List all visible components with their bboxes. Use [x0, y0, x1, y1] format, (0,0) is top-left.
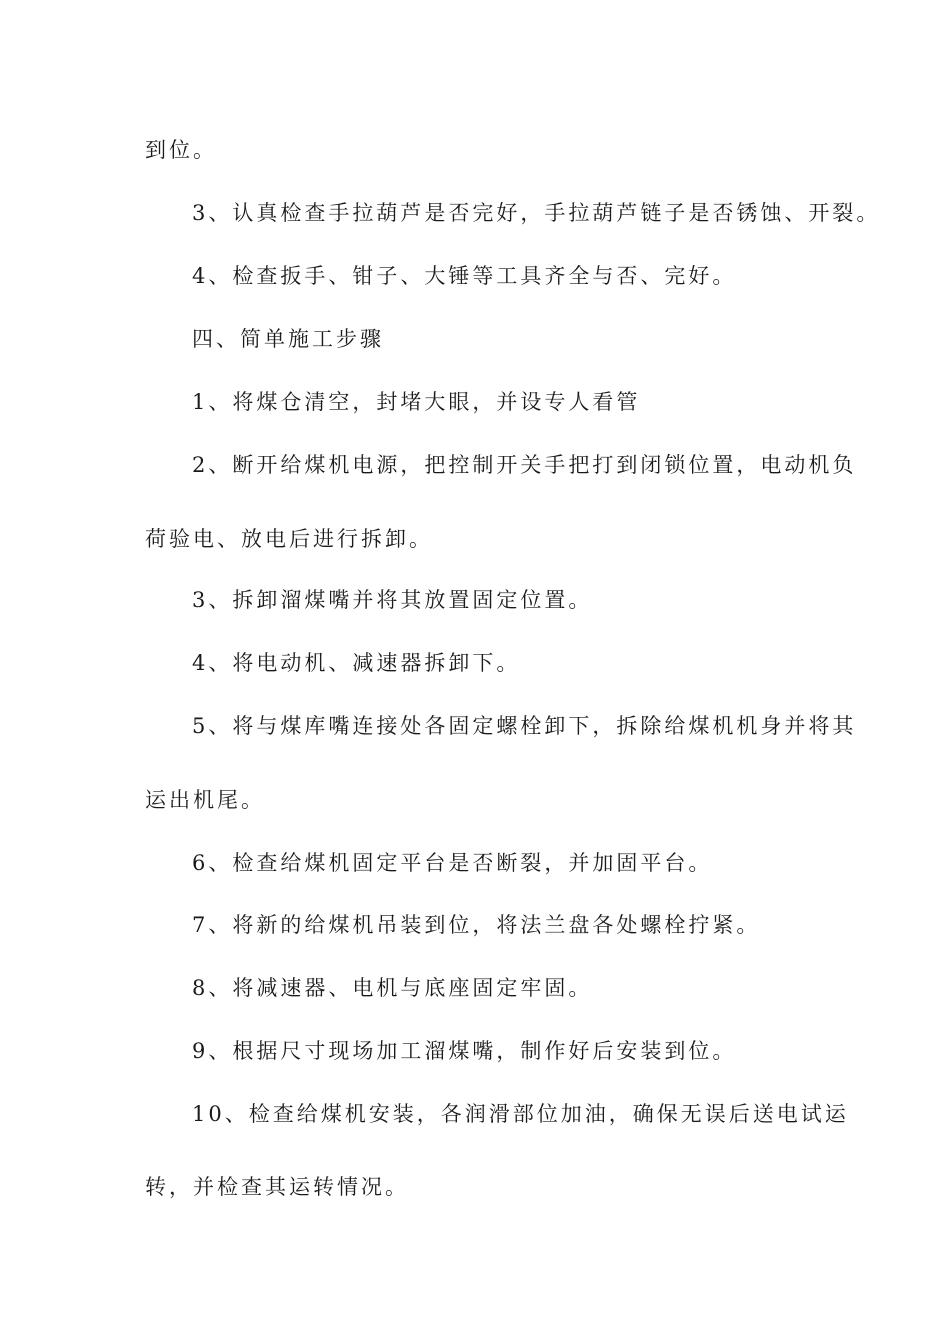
step-5-continuation: 运出机尾。	[145, 788, 265, 812]
step-2-continuation: 荷验电、放电后进行拆卸。	[145, 527, 433, 551]
step-10-continuation: 转，并检查其运转情况。	[145, 1175, 409, 1199]
step-5: 5、将与煤库嘴连接处各固定螺栓卸下，拆除给煤机机身并将其	[192, 714, 857, 738]
step-4: 4、将电动机、减速器拆卸下。	[192, 651, 521, 675]
text-line-continuation: 到位。	[145, 138, 217, 162]
step-6: 6、检查给煤机固定平台是否断裂，并加固平台。	[192, 851, 713, 875]
step-8: 8、将减速器、电机与底座固定牢固。	[192, 976, 593, 1000]
step-1: 1、将煤仓清空，封堵大眼，并设专人看管	[192, 390, 641, 414]
list-item-3-check-hoist: 3、认真检查手拉葫芦是否完好，手拉葫芦链子是否锈蚀、开裂。	[192, 201, 881, 225]
step-9: 9、根据尺寸现场加工溜煤嘴，制作好后安装到位。	[192, 1039, 737, 1063]
step-3: 3、拆卸溜煤嘴并将其放置固定位置。	[192, 588, 593, 612]
step-2: 2、断开给煤机电源，把控制开关手把打到闭锁位置，电动机负	[192, 453, 857, 477]
section-heading: 四、简单施工步骤	[192, 327, 384, 351]
step-10: 10、检查给煤机安装，各润滑部位加油，确保无误后送电试运	[192, 1102, 849, 1126]
list-item-4-check-tools: 4、检查扳手、钳子、大锤等工具齐全与否、完好。	[192, 264, 737, 288]
step-7: 7、将新的给煤机吊装到位，将法兰盘各处螺栓拧紧。	[192, 913, 761, 937]
